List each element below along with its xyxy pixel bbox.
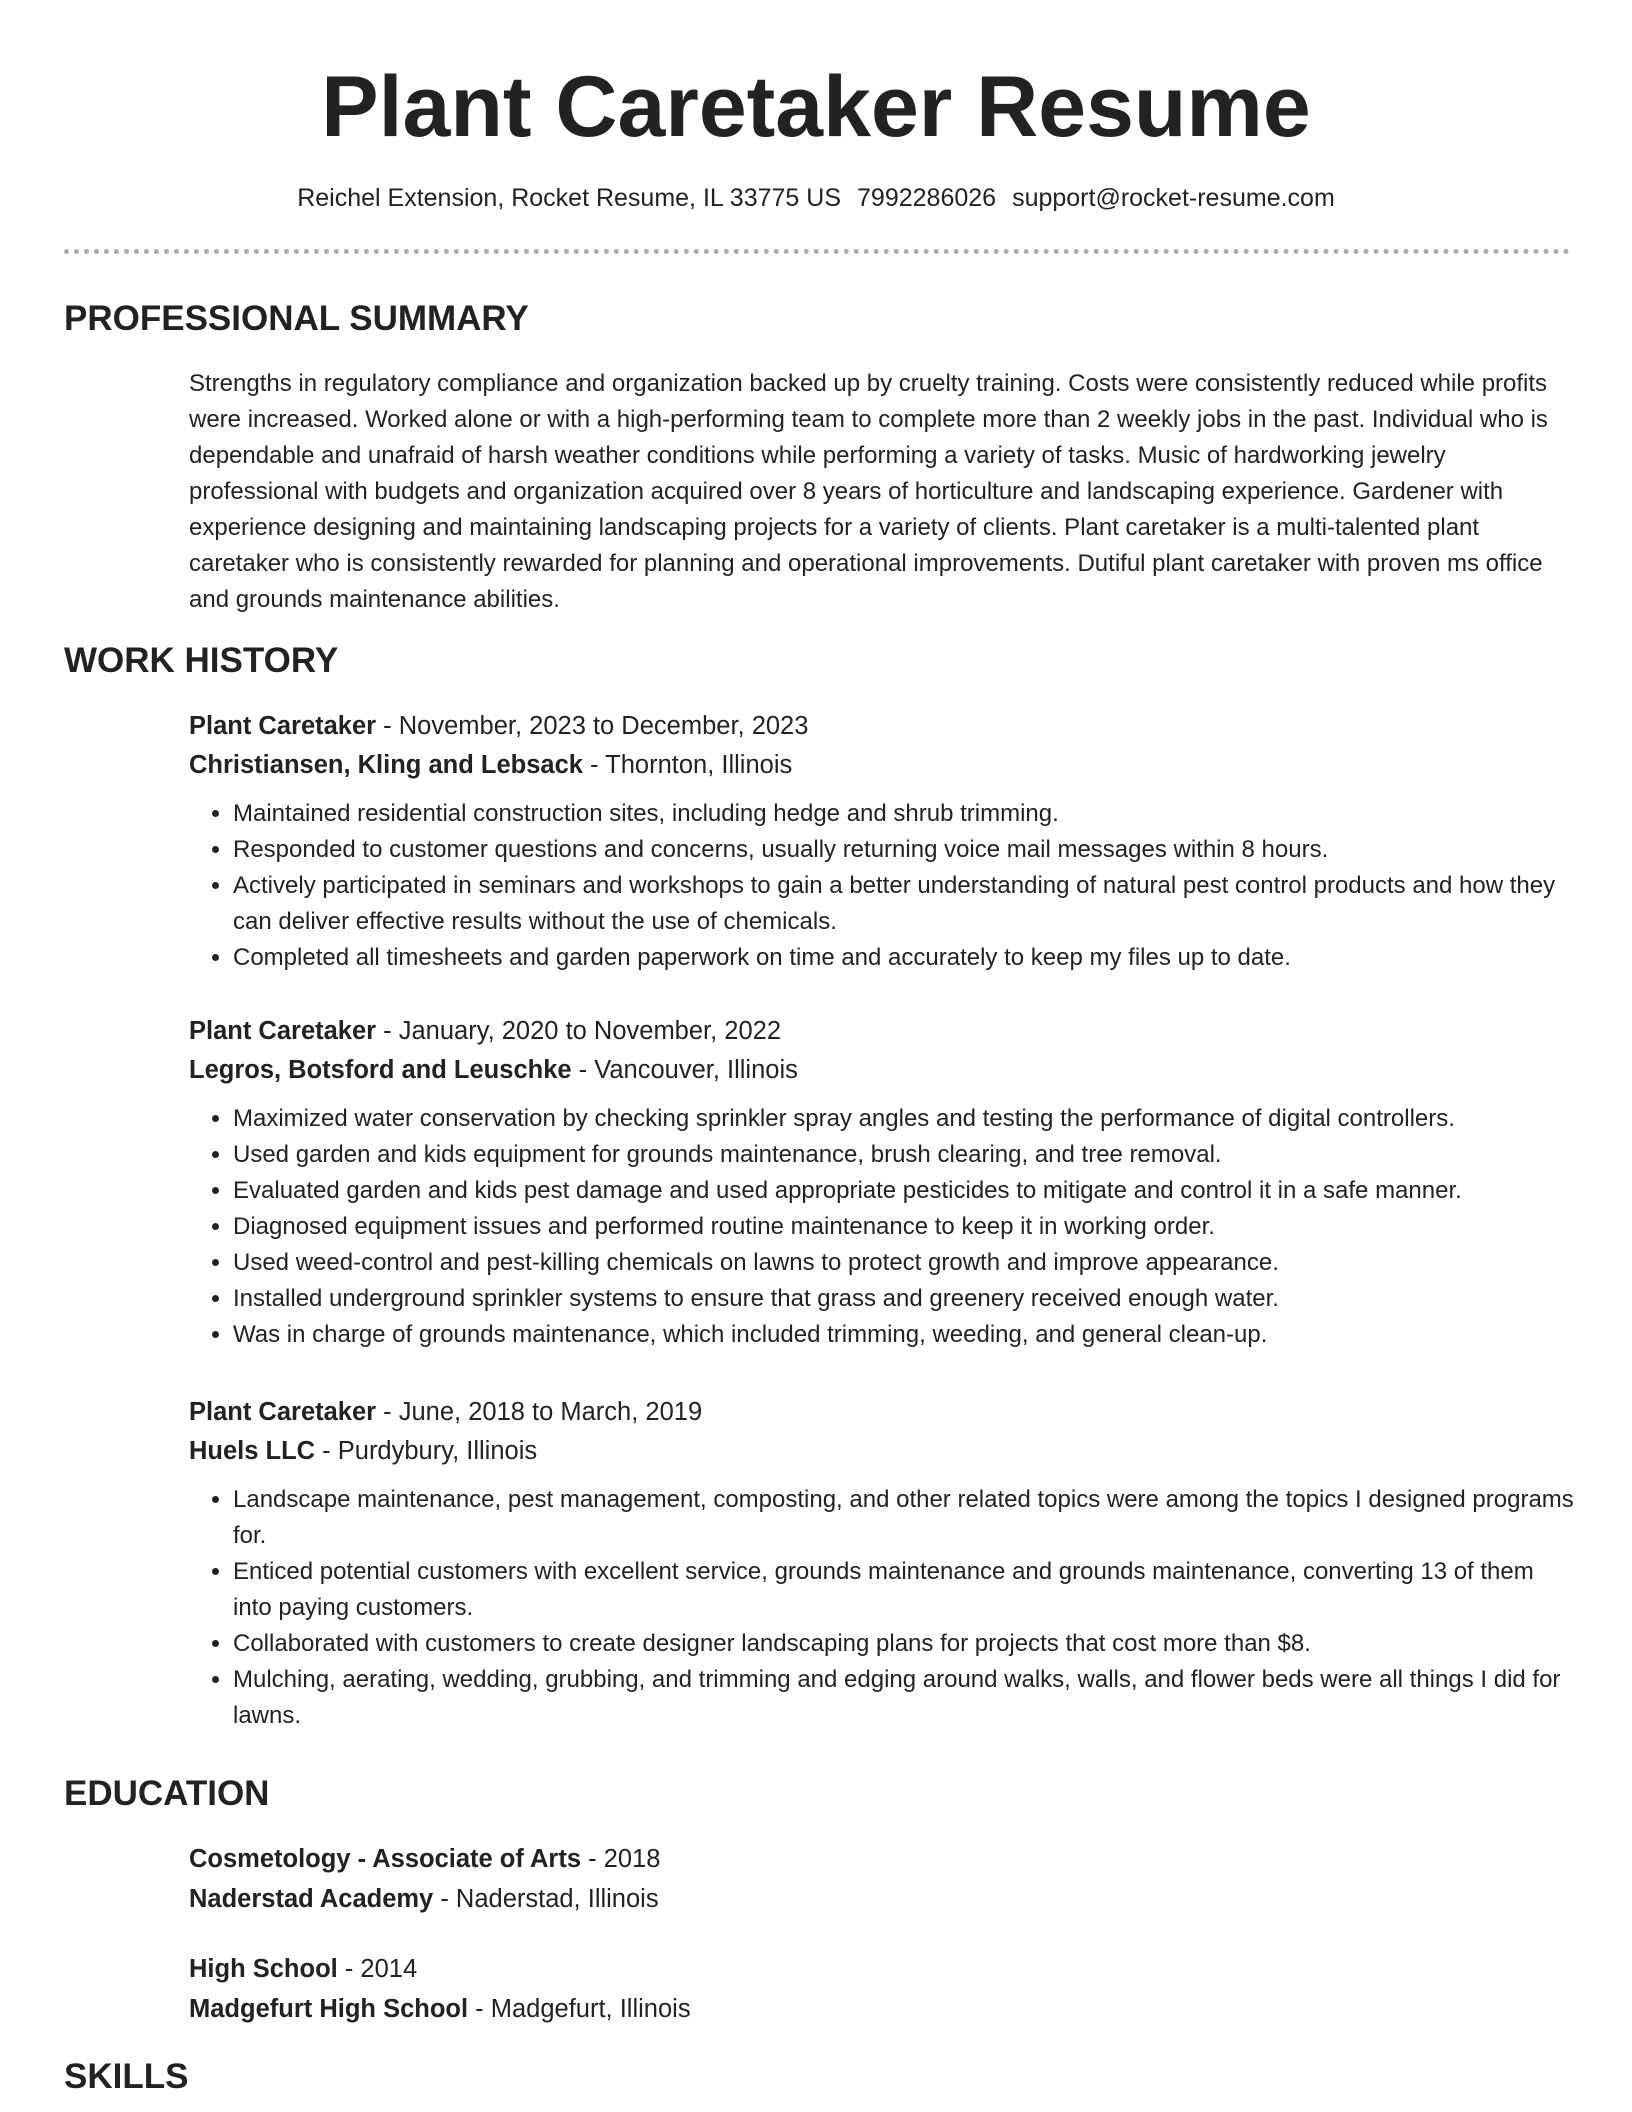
education-school-line	[189, 1989, 1569, 2029]
job-title-line	[189, 1012, 1574, 1051]
summary-heading: PROFESSIONAL SUMMARY	[64, 299, 529, 338]
job-title: Plant Caretaker	[189, 1017, 377, 1045]
job-title-line	[189, 1393, 1574, 1432]
job-bullets	[189, 1482, 1574, 1734]
list-item: • Diagnosed equipment issues and performed routine maintenance to keep it in working order.	[233, 1209, 1574, 1245]
list-item: • Responded to customer questions and concerns, usually returning voice mail messages within 8 hours.	[233, 832, 1574, 868]
job-bullets	[189, 1101, 1574, 1353]
education-degree: High School	[189, 1955, 338, 1983]
list-item: • Evaluated garden and kids pest damage and used appropriate pesticides to mitigate and control it in a safe manner.	[233, 1173, 1574, 1209]
resume-title: Plant Caretaker Resume	[321, 59, 1311, 155]
job-location: - Thornton, Illinois	[582, 751, 793, 779]
skills-heading: SKILLS	[64, 2057, 189, 2096]
contact-email: support@rocket-resume.com	[1012, 184, 1335, 212]
job-entry-3	[189, 1393, 1574, 1734]
job-company: Huels LLC	[189, 1437, 316, 1465]
education-school-line	[189, 1879, 1569, 1919]
education-heading: EDUCATION	[64, 1774, 270, 1813]
job-location: - Purdybury, Illinois	[315, 1437, 538, 1465]
job-company-line	[189, 1432, 1574, 1471]
job-bullets	[189, 796, 1574, 976]
education-degree-line	[189, 1839, 1569, 1879]
job-entry-1	[189, 707, 1574, 976]
job-title: Plant Caretaker	[189, 712, 377, 740]
contact-phone: 7992286026	[857, 184, 997, 212]
job-company-line	[189, 746, 1574, 785]
list-item: • Used garden and kids equipment for grounds maintenance, brush clearing, and tree removal.	[233, 1137, 1574, 1173]
education-location: - Madgefurt, Illinois	[468, 1995, 691, 2023]
education-entry-2	[189, 1949, 1569, 2029]
job-title-line	[189, 707, 1574, 746]
job-company: Legros, Botsford and Leuschke	[189, 1056, 572, 1084]
header-divider	[64, 249, 1570, 254]
list-item: • Enticed potential customers with excellent service, grounds maintenance and grounds maintenance, converting 13 of them into paying customers.	[233, 1554, 1574, 1626]
education-degree: Cosmetology - Associate of Arts	[189, 1845, 582, 1873]
list-item: • Landscape maintenance, pest management, composting, and other related topics were among the topics I designed programs for.	[233, 1482, 1574, 1554]
education-entry-1	[189, 1839, 1569, 1919]
job-title: Plant Caretaker	[189, 1398, 377, 1426]
education-year: - 2014	[337, 1955, 418, 1983]
list-item: • Maximized water conservation by checking sprinkler spray angles and testing the performance of digital controllers.	[233, 1101, 1574, 1137]
list-item: • Installed underground sprinkler systems to ensure that grass and greenery received enough water.	[233, 1281, 1574, 1317]
job-dates: - November, 2023 to December, 2023	[376, 712, 809, 740]
list-item: • Mulching, aerating, wedding, grubbing, and trimming and edging around walks, walls, and flower beds were all things I did for lawns.	[233, 1662, 1574, 1734]
list-item: • Collaborated with customers to create designer landscaping plans for projects that cost more than $8.	[233, 1626, 1574, 1662]
contact-address: Reichel Extension, Rocket Resume, IL 33775 US	[297, 184, 842, 212]
job-company-line	[189, 1051, 1574, 1090]
job-dates: - June, 2018 to March, 2019	[376, 1398, 703, 1426]
summary-text: Strengths in regulatory compliance and organization backed up by cruelty training. Costs were consistently reduced while profits were increased. Worked alone or with a high-performing team to complete more than 2 weekly jobs in the past. Individual who is dependable and unafraid of harsh weather conditions while performing a variety of tasks. Music of hardworking jewelry professional with budgets and organization acquired over 8 years of horticulture and landscaping experience. Gardener with experience designing and maintaining landscaping projects for a variety of clients. Plant caretaker is a multi-talented plant caretaker who is consistently rewarded for planning and operational improvements. Dutiful plant caretaker with proven ms office and grounds maintenance abilities.	[189, 370, 1548, 613]
job-company: Christiansen, Kling and Lebsack	[189, 751, 583, 779]
contact-line	[0, 180, 1632, 216]
education-school: Naderstad Academy	[189, 1885, 434, 1913]
education-year: - 2018	[581, 1845, 661, 1873]
work-history-heading: WORK HISTORY	[64, 641, 339, 680]
list-item: • Completed all timesheets and garden paperwork on time and accurately to keep my files up to date.	[233, 940, 1574, 976]
list-item: • Actively participated in seminars and workshops to gain a better understanding of natural pest control products and how they can deliver effective results without the use of chemicals.	[233, 868, 1574, 940]
job-entry-2	[189, 1012, 1574, 1353]
job-location: - Vancouver, Illinois	[571, 1056, 798, 1084]
list-item: • Used weed-control and pest-killing chemicals on lawns to protect growth and improve appearance.	[233, 1245, 1574, 1281]
list-item: • Maintained residential construction sites, including hedge and shrub trimming.	[233, 796, 1574, 832]
education-degree-line	[189, 1949, 1569, 1989]
list-item: • Was in charge of grounds maintenance, which included trimming, weeding, and general clean-up.	[233, 1317, 1574, 1353]
education-location: - Naderstad, Illinois	[433, 1885, 659, 1913]
education-school: Madgefurt High School	[189, 1995, 469, 2023]
job-dates: - January, 2020 to November, 2022	[376, 1017, 782, 1045]
